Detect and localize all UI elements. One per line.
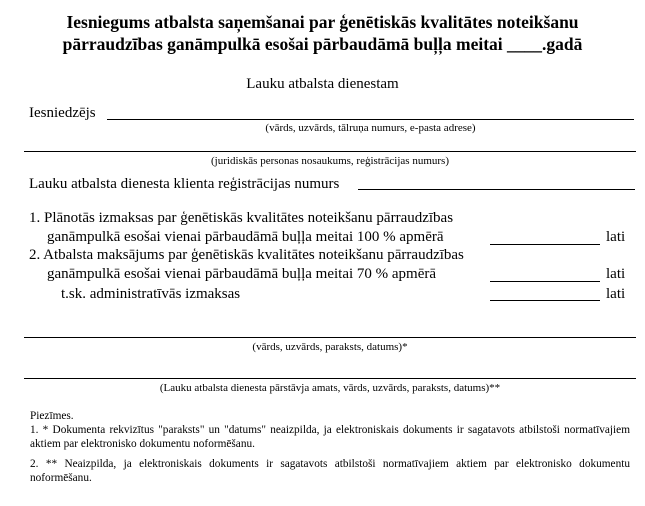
document-title-line-2: pārraudzības ganāmpulkā esošai pārbaudāmā buļļa meitai ____.gadā bbox=[62, 34, 583, 54]
item-1-amount-line[interactable] bbox=[490, 244, 600, 245]
legal-entity-input-line[interactable] bbox=[24, 151, 636, 152]
note-2: 2. ** Neaizpilda, ja elektroniskais dokuments ir sagatavots atbilstoši normatīvajiem aktiem par elektronisko dokumentu noformēšanu. bbox=[30, 458, 630, 484]
item-admin-costs-unit: lati bbox=[606, 286, 626, 302]
official-signature-hint: (Lauku atbalsta dienesta pārstāvja amats, vārds, uzvārds, paraksts, datums)** bbox=[159, 382, 501, 394]
item-admin-costs-amount-line[interactable] bbox=[490, 300, 600, 301]
client-reg-label: Lauku atbalsta dienesta klienta reģistrācijas numurs bbox=[29, 176, 340, 192]
item-2-line-2: ganāmpulkā esošai vienai pārbaudāmā buļļa meitai 70 % apmērā bbox=[47, 266, 437, 282]
item-1-unit: lati bbox=[606, 229, 626, 245]
applicant-label: Iesniedzējs bbox=[29, 105, 96, 121]
signature-hint: (vārds, uzvārds, paraksts, datums)* bbox=[252, 341, 408, 353]
item-1-line-2: ganāmpulkā esošai vienai pārbaudāmā buļļa meitai 100 % apmērā bbox=[47, 229, 444, 245]
notes-heading: Piezīmes. bbox=[30, 410, 74, 422]
item-1-line-1: 1. Plānotās izmaksas par ģenētiskās kvalitātes noteikšanu pārraudzības bbox=[29, 210, 454, 226]
item-2-amount-line[interactable] bbox=[490, 281, 600, 282]
applicant-input-line[interactable] bbox=[107, 119, 634, 120]
signature-input-line[interactable] bbox=[24, 337, 636, 338]
item-2-unit: lati bbox=[606, 266, 626, 282]
client-reg-input-line[interactable] bbox=[358, 189, 635, 190]
document-title-line-1: Iesniegums atbalsta saņemšanai par ģenētiskās kvalitātes noteikšanu bbox=[66, 12, 579, 32]
item-admin-costs-label: t.sk. administratīvās izmaksas bbox=[61, 286, 241, 302]
applicant-hint-legal: (juridiskās personas nosaukums, reģistrācijas numurs) bbox=[211, 155, 449, 167]
item-2-line-1: 2. Atbalsta maksājums par ģenētiskās kvalitātes noteikšanu pārraudzības bbox=[29, 247, 464, 263]
applicant-hint-individual: (vārds, uzvārds, tālruņa numurs, e-pasta adrese) bbox=[265, 122, 476, 134]
official-signature-input-line[interactable] bbox=[24, 378, 636, 379]
note-1: 1. * Dokumenta rekvizītus "paraksts" un "datums" neaizpilda, ja elektroniskais dokuments ir sagatavots atbilstoši normatīvajiem aktiem par elektronisko dokumentu noformēšanu. bbox=[30, 424, 630, 450]
recipient: Lauku atbalsta dienestam bbox=[246, 76, 399, 92]
